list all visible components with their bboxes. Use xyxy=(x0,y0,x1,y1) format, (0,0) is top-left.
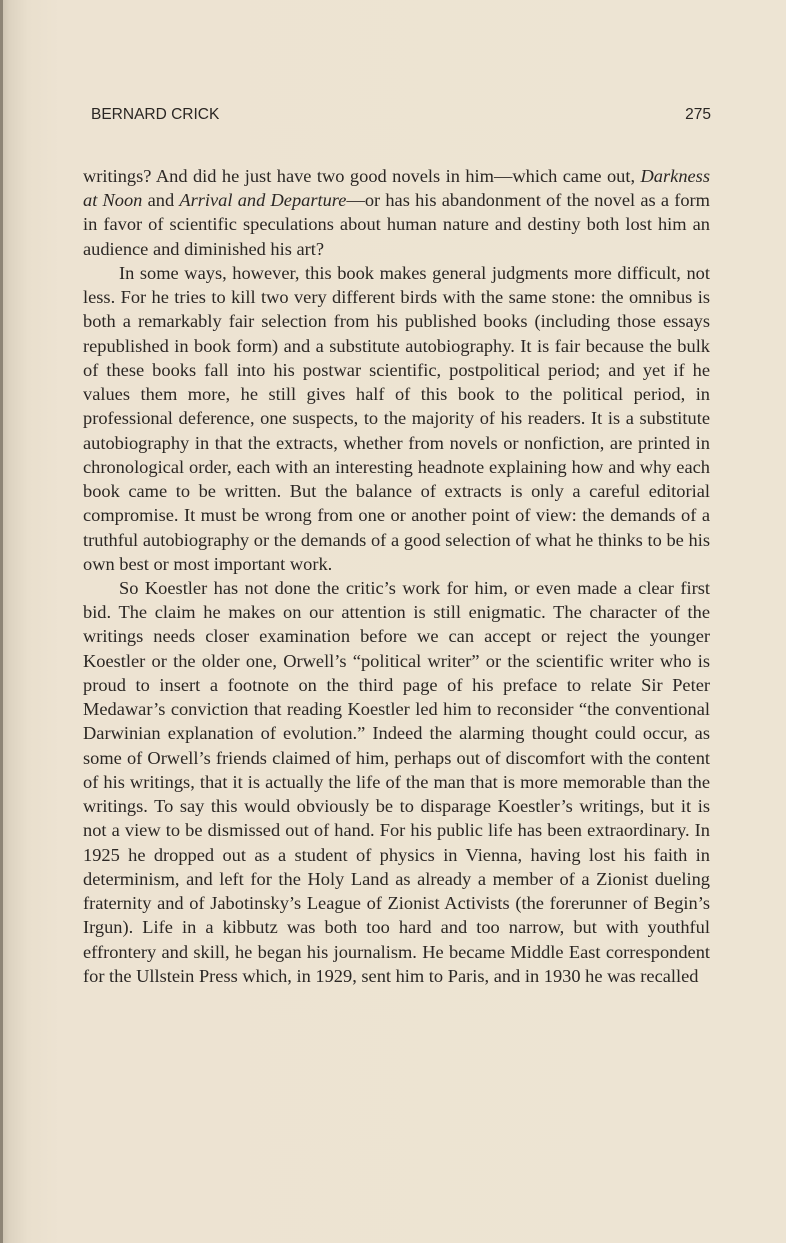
page-header xyxy=(91,106,711,130)
body-text xyxy=(83,164,710,988)
page-spine-edge xyxy=(0,0,3,1243)
book-title-arrival-and-departure: Arrival and Departure xyxy=(179,190,347,211)
book-title-darkness-at-noon: Darkness at Noon xyxy=(83,166,710,211)
paragraph-1-text-b: and xyxy=(142,190,180,211)
paragraph-1-text-a: writings? And did he just have two good novels in him—which came out, xyxy=(83,166,641,186)
paragraph-3: So Koestler has not done the critic’s work for him, or even made a clear first bid. The claim he makes on our attention is still enigmatic. The character of the writings needs closer examination before we can accept or reject the younger Koestler or the older one, Orwell’s “political writer” or the scientific writer who is proud to insert a footnote on the third page of his preface to relate Sir Peter Medawar’s conviction that reading Koestler led him to reconsider “the conventional Darwinian explanation of evolution.” Indeed the alarming thought could occur, as some of Orwell’s friends claimed of him, perhaps out of discomfort with the content of his writings, that it is actually the life of the man that is more memorable than the writings. To say this would obviously be to disparage Koestler’s writings, but it is not a view to be dismissed out of hand. For his public life has been extraordinary. In 1925 he dropped out as a student of physics in Vienna, having lost his faith in determinism, and left for the Holy Land as already a member of a Zionist dueling fraternity and of Jabotinsky’s League of Zionist Activists (the forerunner of Begin’s Irgun). Life in a kibbutz was both too hard and too narrow, but with youthful effrontery and skill, he began his journalism. He became Middle East correspondent for the Ullstein Press which, in 1929, sent him to Paris, and in 1930 he was recalled xyxy=(83,577,710,986)
page-number: 275 xyxy=(685,106,711,123)
running-head: BERNARD CRICK xyxy=(91,106,220,123)
paragraph-1-text-c: —or has his abandonment of the novel as a form in favor of scientific speculations about human nature and destiny both lost him an audience and diminished his art? xyxy=(83,190,710,259)
paragraph-1 xyxy=(83,164,710,261)
paragraph-2: In some ways, however, this book makes general judgments more difficult, not less. For he tries to kill two very different birds with the same stone: the omnibus is both a remarkably fair selection from his published books (including those essays republished in book form) and a substitute autobiography. It is fair because the bulk of these books fall into his postwar scientific, postpolitical period; and yet if he values them more, he still gives half of this book to the political period, in professional deference, one suspects, to the majority of his readers. It is a substitute autobiography in that the extracts, whether from novels or nonfiction, are printed in chronological order, each with an interesting headnote explaining how and why each book came to be written. But the balance of extracts is only a careful editorial compromise. It must be wrong from one or another point of view: the demands of a truthful autobiography or the demands of a good selection of what he thinks to be his own best or most important work. xyxy=(83,262,710,574)
